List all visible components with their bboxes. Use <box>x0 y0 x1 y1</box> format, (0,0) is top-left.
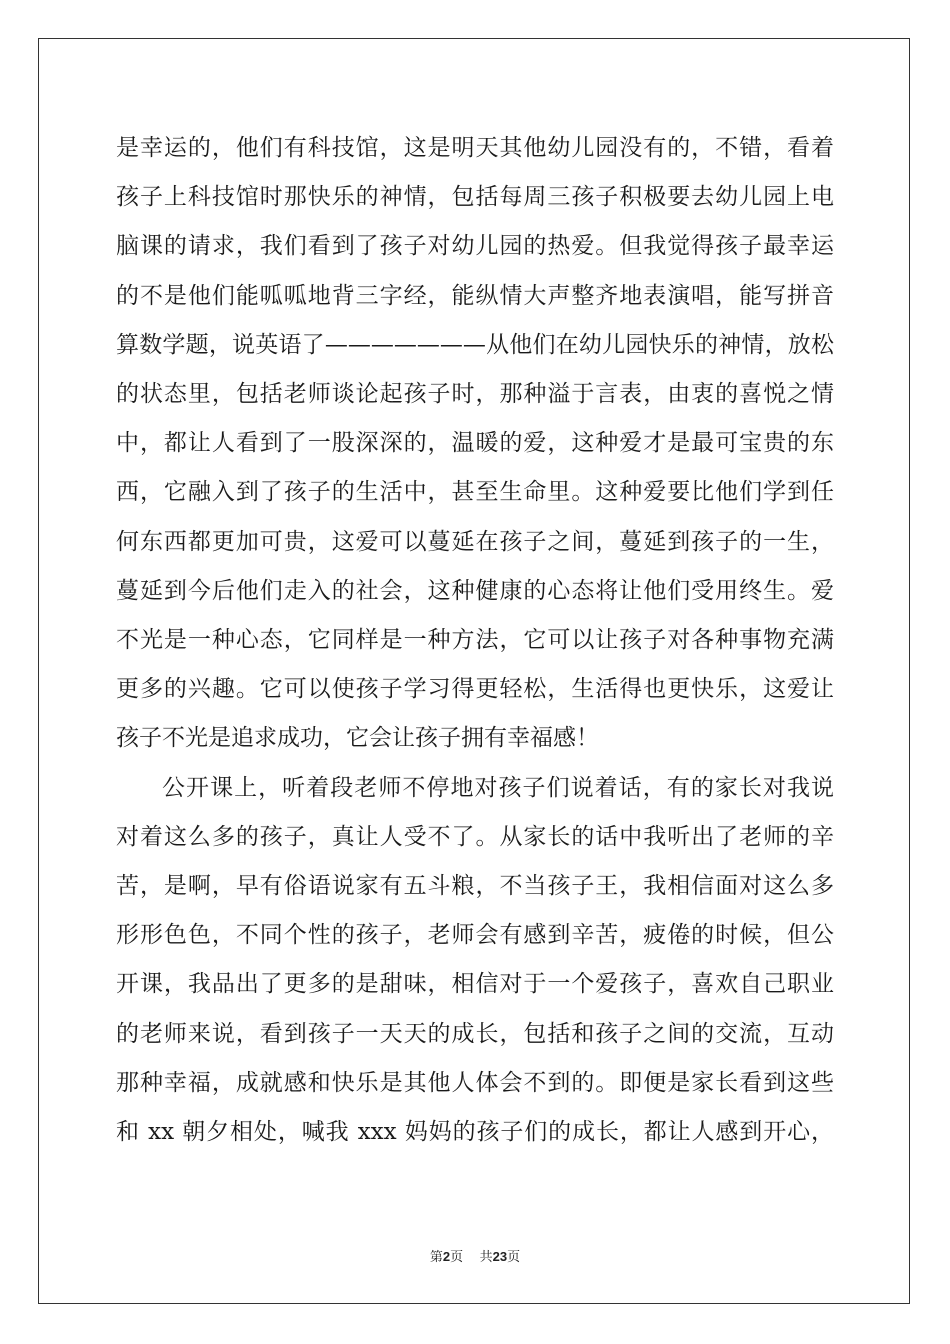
footer-page-unit: 页 <box>450 1250 464 1265</box>
text-line: 形形色色，不同个性的孩子，老师会有感到辛苦，疲倦的时候，但公 <box>116 922 834 949</box>
text-line: 中，都让人看到了一股深深的，温暖的爱，这种爱才是最可宝贵的东 <box>116 430 834 457</box>
text-line: 苦，是啊，早有俗语说家有五斗粮，不当孩子王，我相信面对这么多 <box>116 873 834 900</box>
page-footer <box>0 1246 950 1265</box>
current-page-number: 2 <box>442 1249 451 1264</box>
text-line: 那种幸福，成就感和快乐是其他人体会不到的。即便是家长看到这些 <box>116 1069 834 1096</box>
text-line: 更多的兴趣。它可以使孩子学习得更轻松，生活得也更快乐，这爱让 <box>116 676 834 703</box>
footer-total-prefix: 共 <box>479 1250 493 1265</box>
paragraph-1 <box>116 124 834 764</box>
total-page-count: 23 <box>492 1249 508 1264</box>
footer-total-unit: 页 <box>507 1250 521 1265</box>
text-line: 蔓延到今后他们走入的社会，这种健康的心态将让他们受用终生。爱 <box>116 577 834 604</box>
text-line: 和 xx 朝夕相处，喊我 xxx 妈妈的孩子们的成长，都让人感到开心， <box>116 1119 834 1146</box>
text-line: 是幸运的，他们有科技馆，这是明天其他幼儿园没有的，不错，看着 <box>116 135 834 161</box>
text-line: 对着这么多的孩子，真让人受不了。从家长的话中我听出了老师的辛 <box>116 823 834 850</box>
text-line: 公开课上，听着段老师不停地对孩子们说着话，有的家长对我说 <box>162 774 834 801</box>
text-line: 的不是他们能呱呱地背三字经，能纵情大声整齐地表演唱，能写拼音 <box>116 282 834 309</box>
text-line: 算数学题，说英语了———————从他们在幼儿园快乐的神情，放松 <box>116 331 834 358</box>
text-line: 西，它融入到了孩子的生活中，甚至生命里。这种爱要比他们学到任 <box>116 479 834 506</box>
text-line: 的老师来说，看到孩子一天天的成长，包括和孩子之间的交流，互动 <box>116 1020 834 1047</box>
text-line: 脑课的请求，我们看到了孩子对幼儿园的热爱。但我觉得孩子最幸运 <box>116 233 834 260</box>
text-line: 孩子上科技馆时那快乐的神情，包括每周三孩子积极要去幼儿园上电 <box>116 184 834 211</box>
paragraph-2 <box>116 764 834 1158</box>
footer-prefix: 第 <box>429 1250 443 1265</box>
text-line: 孩子不光是追求成功，它会让孩子拥有幸福感！ <box>116 725 599 752</box>
text-line: 不光是一种心态，它同样是一种方法，它可以让孩子对各种事物充满 <box>116 627 834 654</box>
body-text <box>116 124 834 1157</box>
text-line: 开课，我品出了更多的是甜味，相信对于一个爱孩子，喜欢自己职业 <box>116 971 834 998</box>
text-line: 的状态里，包括老师谈论起孩子时，那种溢于言表，由衷的喜悦之情 <box>116 381 834 408</box>
text-line: 何东西都更加可贵，这爱可以蔓延在孩子之间，蔓延到孩子的一生， <box>116 528 834 555</box>
